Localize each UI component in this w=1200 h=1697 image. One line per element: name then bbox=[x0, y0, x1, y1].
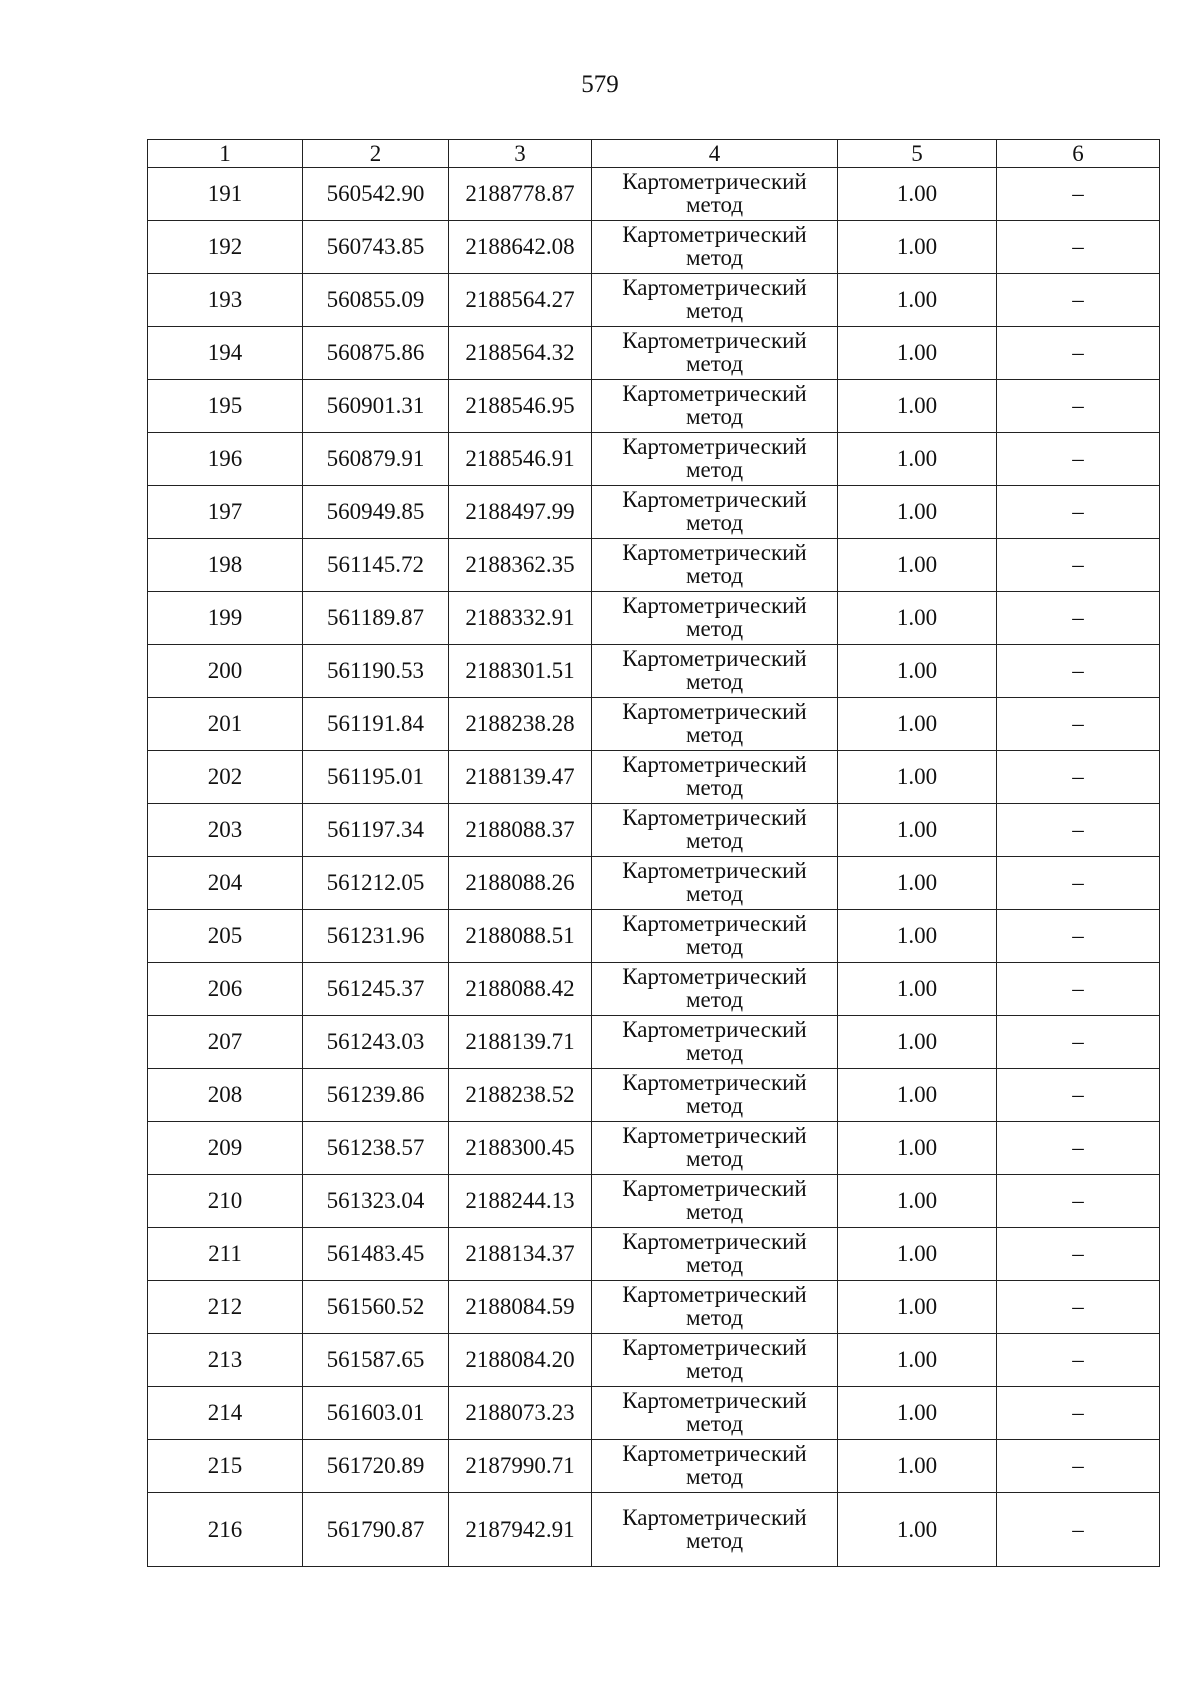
method-cell bbox=[592, 1122, 838, 1175]
point-number-cell: 196 bbox=[148, 433, 303, 486]
note-cell: – bbox=[997, 1440, 1160, 1493]
accuracy-cell: 1.00 bbox=[838, 1069, 997, 1122]
point-number-cell: 209 bbox=[148, 1122, 303, 1175]
accuracy-cell: 1.00 bbox=[838, 1122, 997, 1175]
note-cell: – bbox=[997, 698, 1160, 751]
method-line-2: метод bbox=[685, 1199, 744, 1224]
accuracy-cell: 1.00 bbox=[838, 857, 997, 910]
point-number-cell: 204 bbox=[148, 857, 303, 910]
point-number-cell: 205 bbox=[148, 910, 303, 963]
point-number-cell: 200 bbox=[148, 645, 303, 698]
accuracy-cell: 1.00 bbox=[838, 221, 997, 274]
method-cell bbox=[592, 698, 838, 751]
method-cell bbox=[592, 1493, 838, 1567]
note-cell: – bbox=[997, 1228, 1160, 1281]
table-row bbox=[148, 1493, 1160, 1567]
method-line-1: Картометрический bbox=[622, 1441, 807, 1467]
y-coordinate-cell: 2188332.91 bbox=[449, 592, 592, 645]
table-row bbox=[148, 804, 1160, 857]
note-cell: – bbox=[997, 380, 1160, 433]
point-number-cell: 214 bbox=[148, 1387, 303, 1440]
method-cell bbox=[592, 1016, 838, 1069]
x-coordinate-cell: 561197.34 bbox=[303, 804, 449, 857]
table-row bbox=[148, 1228, 1160, 1281]
table-row bbox=[148, 910, 1160, 963]
point-number-cell: 192 bbox=[148, 221, 303, 274]
point-number-cell: 215 bbox=[148, 1440, 303, 1493]
table-row bbox=[148, 274, 1160, 327]
method-cell bbox=[592, 592, 838, 645]
method-line-2: метод bbox=[685, 1252, 744, 1277]
method-line-2: метод bbox=[685, 828, 744, 853]
table-row bbox=[148, 857, 1160, 910]
table-row bbox=[148, 539, 1160, 592]
method-line-2: метод bbox=[685, 616, 744, 641]
y-coordinate-cell: 2188546.91 bbox=[449, 433, 592, 486]
note-cell: – bbox=[997, 486, 1160, 539]
y-coordinate-cell: 2188238.52 bbox=[449, 1069, 592, 1122]
accuracy-cell: 1.00 bbox=[838, 274, 997, 327]
method-line-2: метод bbox=[685, 510, 744, 535]
table-row bbox=[148, 1281, 1160, 1334]
page-number: 579 bbox=[581, 71, 619, 98]
method-line-1: Картометрический bbox=[622, 1229, 807, 1255]
point-number-cell: 202 bbox=[148, 751, 303, 804]
note-cell: – bbox=[997, 221, 1160, 274]
method-cell bbox=[592, 327, 838, 380]
point-number-cell: 206 bbox=[148, 963, 303, 1016]
y-coordinate-cell: 2188088.51 bbox=[449, 910, 592, 963]
method-line-2: метод bbox=[685, 1464, 744, 1489]
point-number-cell: 195 bbox=[148, 380, 303, 433]
method-line-2: метод bbox=[685, 1040, 744, 1065]
accuracy-cell: 1.00 bbox=[838, 168, 997, 221]
method-line-2: метод bbox=[685, 457, 744, 482]
table-row bbox=[148, 963, 1160, 1016]
x-coordinate-cell: 560855.09 bbox=[303, 274, 449, 327]
y-coordinate-cell: 2188546.95 bbox=[449, 380, 592, 433]
y-coordinate-cell: 2188139.71 bbox=[449, 1016, 592, 1069]
method-line-2: метод bbox=[685, 563, 744, 588]
y-coordinate-cell: 2188134.37 bbox=[449, 1228, 592, 1281]
header-col-3: 3 bbox=[449, 140, 592, 168]
x-coordinate-cell: 560542.90 bbox=[303, 168, 449, 221]
table-row bbox=[148, 221, 1160, 274]
accuracy-cell: 1.00 bbox=[838, 592, 997, 645]
accuracy-cell: 1.00 bbox=[838, 698, 997, 751]
method-line-2: метод bbox=[685, 351, 744, 376]
note-cell: – bbox=[997, 963, 1160, 1016]
x-coordinate-cell: 561560.52 bbox=[303, 1281, 449, 1334]
x-coordinate-cell: 561189.87 bbox=[303, 592, 449, 645]
point-number-cell: 193 bbox=[148, 274, 303, 327]
accuracy-cell: 1.00 bbox=[838, 751, 997, 804]
y-coordinate-cell: 2188778.87 bbox=[449, 168, 592, 221]
header-col-6: 6 bbox=[997, 140, 1160, 168]
x-coordinate-cell: 560743.85 bbox=[303, 221, 449, 274]
method-line-2: метод bbox=[685, 722, 744, 747]
method-line-1: Картометрический bbox=[622, 1123, 807, 1149]
method-line-2: метод bbox=[685, 245, 744, 270]
point-number-cell: 191 bbox=[148, 168, 303, 221]
accuracy-cell: 1.00 bbox=[838, 1334, 997, 1387]
table-row bbox=[148, 486, 1160, 539]
accuracy-cell: 1.00 bbox=[838, 433, 997, 486]
method-cell bbox=[592, 857, 838, 910]
method-cell bbox=[592, 380, 838, 433]
table-row bbox=[148, 1387, 1160, 1440]
method-line-2: метод bbox=[685, 1305, 744, 1330]
method-cell bbox=[592, 1175, 838, 1228]
method-line-2: метод bbox=[685, 1093, 744, 1118]
table-row bbox=[148, 327, 1160, 380]
table-row bbox=[148, 698, 1160, 751]
table-row bbox=[148, 1334, 1160, 1387]
method-line-2: метод bbox=[685, 404, 744, 429]
method-line-2: метод bbox=[685, 987, 744, 1012]
x-coordinate-cell: 561195.01 bbox=[303, 751, 449, 804]
header-col-5: 5 bbox=[838, 140, 997, 168]
table-row bbox=[148, 751, 1160, 804]
point-number-cell: 197 bbox=[148, 486, 303, 539]
point-number-cell: 199 bbox=[148, 592, 303, 645]
y-coordinate-cell: 2188139.47 bbox=[449, 751, 592, 804]
method-cell bbox=[592, 1281, 838, 1334]
method-line-1: Картометрический bbox=[622, 964, 807, 990]
table-row bbox=[148, 1016, 1160, 1069]
note-cell: – bbox=[997, 645, 1160, 698]
accuracy-cell: 1.00 bbox=[838, 380, 997, 433]
note-cell: – bbox=[997, 804, 1160, 857]
method-line-1: Картометрический bbox=[622, 1070, 807, 1096]
accuracy-cell: 1.00 bbox=[838, 539, 997, 592]
note-cell: – bbox=[997, 1016, 1160, 1069]
y-coordinate-cell: 2188300.45 bbox=[449, 1122, 592, 1175]
table-body bbox=[148, 168, 1160, 1567]
method-cell bbox=[592, 645, 838, 698]
method-cell bbox=[592, 751, 838, 804]
method-line-2: метод bbox=[685, 1411, 744, 1436]
method-line-1: Картометрический bbox=[622, 805, 807, 831]
header-col-4: 4 bbox=[592, 140, 838, 168]
y-coordinate-cell: 2188301.51 bbox=[449, 645, 592, 698]
accuracy-cell: 1.00 bbox=[838, 1493, 997, 1567]
x-coordinate-cell: 561245.37 bbox=[303, 963, 449, 1016]
method-cell bbox=[592, 910, 838, 963]
note-cell: – bbox=[997, 1069, 1160, 1122]
x-coordinate-cell: 561212.05 bbox=[303, 857, 449, 910]
method-line-2: метод bbox=[685, 669, 744, 694]
point-number-cell: 211 bbox=[148, 1228, 303, 1281]
method-line-1: Картометрический bbox=[622, 434, 807, 460]
table-row bbox=[148, 592, 1160, 645]
method-cell bbox=[592, 221, 838, 274]
method-line-2: метод bbox=[685, 934, 744, 959]
x-coordinate-cell: 561323.04 bbox=[303, 1175, 449, 1228]
x-coordinate-cell: 560879.91 bbox=[303, 433, 449, 486]
note-cell: – bbox=[997, 1493, 1160, 1567]
x-coordinate-cell: 561603.01 bbox=[303, 1387, 449, 1440]
note-cell: – bbox=[997, 1387, 1160, 1440]
header-row bbox=[148, 140, 1160, 168]
y-coordinate-cell: 2188564.32 bbox=[449, 327, 592, 380]
accuracy-cell: 1.00 bbox=[838, 486, 997, 539]
y-coordinate-cell: 2188088.42 bbox=[449, 963, 592, 1016]
method-line-1: Картометрический bbox=[622, 328, 807, 354]
note-cell: – bbox=[997, 1122, 1160, 1175]
point-number-cell: 212 bbox=[148, 1281, 303, 1334]
method-line-1: Картометрический bbox=[622, 275, 807, 301]
method-line-1: Картометрический bbox=[622, 381, 807, 407]
method-line-2: метод bbox=[685, 775, 744, 800]
method-cell bbox=[592, 963, 838, 1016]
x-coordinate-cell: 561720.89 bbox=[303, 1440, 449, 1493]
method-line-2: метод bbox=[685, 1527, 744, 1553]
table-row bbox=[148, 1122, 1160, 1175]
table-row bbox=[148, 645, 1160, 698]
y-coordinate-cell: 2188084.20 bbox=[449, 1334, 592, 1387]
method-cell bbox=[592, 1228, 838, 1281]
x-coordinate-cell: 561231.96 bbox=[303, 910, 449, 963]
method-cell bbox=[592, 539, 838, 592]
table-row bbox=[148, 380, 1160, 433]
method-line-1: Картометрический bbox=[622, 1176, 807, 1202]
method-line-1: Картометрический bbox=[622, 911, 807, 937]
point-number-cell: 210 bbox=[148, 1175, 303, 1228]
method-line-2: метод bbox=[685, 881, 744, 906]
note-cell: – bbox=[997, 433, 1160, 486]
header-col-1: 1 bbox=[148, 140, 303, 168]
method-line-2: метод bbox=[685, 1358, 744, 1383]
accuracy-cell: 1.00 bbox=[838, 1281, 997, 1334]
note-cell: – bbox=[997, 327, 1160, 380]
method-line-1: Картометрический bbox=[622, 752, 807, 778]
y-coordinate-cell: 2188642.08 bbox=[449, 221, 592, 274]
point-number-cell: 216 bbox=[148, 1493, 303, 1567]
method-line-1: Картометрический bbox=[622, 1335, 807, 1361]
method-line-2: метод bbox=[685, 192, 744, 217]
point-number-cell: 207 bbox=[148, 1016, 303, 1069]
note-cell: – bbox=[997, 751, 1160, 804]
y-coordinate-cell: 2188497.99 bbox=[449, 486, 592, 539]
method-line-2: метод bbox=[685, 298, 744, 323]
table-header bbox=[148, 140, 1160, 168]
method-cell bbox=[592, 1069, 838, 1122]
accuracy-cell: 1.00 bbox=[838, 1440, 997, 1493]
method-line-1: Картометрический bbox=[622, 1504, 807, 1530]
x-coordinate-cell: 561239.86 bbox=[303, 1069, 449, 1122]
method-cell bbox=[592, 804, 838, 857]
table-row bbox=[148, 168, 1160, 221]
table-row bbox=[148, 1440, 1160, 1493]
y-coordinate-cell: 2188084.59 bbox=[449, 1281, 592, 1334]
y-coordinate-cell: 2187990.71 bbox=[449, 1440, 592, 1493]
x-coordinate-cell: 561483.45 bbox=[303, 1228, 449, 1281]
method-line-1: Картометрический bbox=[622, 222, 807, 248]
accuracy-cell: 1.00 bbox=[838, 327, 997, 380]
method-cell bbox=[592, 433, 838, 486]
method-cell bbox=[592, 274, 838, 327]
y-coordinate-cell: 2188362.35 bbox=[449, 539, 592, 592]
note-cell: – bbox=[997, 910, 1160, 963]
table-row bbox=[148, 433, 1160, 486]
point-number-cell: 213 bbox=[148, 1334, 303, 1387]
x-coordinate-cell: 561243.03 bbox=[303, 1016, 449, 1069]
x-coordinate-cell: 560875.86 bbox=[303, 327, 449, 380]
method-line-1: Картометрический bbox=[622, 169, 807, 195]
method-line-1: Картометрический bbox=[622, 1282, 807, 1308]
method-line-1: Картометрический bbox=[622, 1388, 807, 1414]
y-coordinate-cell: 2187942.91 bbox=[449, 1493, 592, 1567]
x-coordinate-cell: 561587.65 bbox=[303, 1334, 449, 1387]
point-number-cell: 201 bbox=[148, 698, 303, 751]
x-coordinate-cell: 560901.31 bbox=[303, 380, 449, 433]
method-cell bbox=[592, 486, 838, 539]
note-cell: – bbox=[997, 1175, 1160, 1228]
method-cell bbox=[592, 1440, 838, 1493]
method-line-1: Картометрический bbox=[622, 593, 807, 619]
y-coordinate-cell: 2188073.23 bbox=[449, 1387, 592, 1440]
method-cell bbox=[592, 1387, 838, 1440]
accuracy-cell: 1.00 bbox=[838, 1387, 997, 1440]
y-coordinate-cell: 2188088.26 bbox=[449, 857, 592, 910]
note-cell: – bbox=[997, 274, 1160, 327]
point-number-cell: 198 bbox=[148, 539, 303, 592]
y-coordinate-cell: 2188088.37 bbox=[449, 804, 592, 857]
method-cell bbox=[592, 168, 838, 221]
note-cell: – bbox=[997, 1334, 1160, 1387]
method-line-1: Картометрический bbox=[622, 1017, 807, 1043]
method-line-2: метод bbox=[685, 1146, 744, 1171]
x-coordinate-cell: 560949.85 bbox=[303, 486, 449, 539]
accuracy-cell: 1.00 bbox=[838, 1175, 997, 1228]
x-coordinate-cell: 561790.87 bbox=[303, 1493, 449, 1567]
note-cell: – bbox=[997, 1281, 1160, 1334]
note-cell: – bbox=[997, 539, 1160, 592]
table-row bbox=[148, 1069, 1160, 1122]
method-line-1: Картометрический bbox=[622, 858, 807, 884]
note-cell: – bbox=[997, 592, 1160, 645]
y-coordinate-cell: 2188238.28 bbox=[449, 698, 592, 751]
method-line-1: Картометрический bbox=[622, 646, 807, 672]
x-coordinate-cell: 561190.53 bbox=[303, 645, 449, 698]
x-coordinate-cell: 561238.57 bbox=[303, 1122, 449, 1175]
header-col-2: 2 bbox=[303, 140, 449, 168]
y-coordinate-cell: 2188564.27 bbox=[449, 274, 592, 327]
method-line-1: Картометрический bbox=[622, 487, 807, 513]
table-row bbox=[148, 1175, 1160, 1228]
x-coordinate-cell: 561145.72 bbox=[303, 539, 449, 592]
note-cell: – bbox=[997, 168, 1160, 221]
accuracy-cell: 1.00 bbox=[838, 804, 997, 857]
point-number-cell: 203 bbox=[148, 804, 303, 857]
method-cell bbox=[592, 1334, 838, 1387]
method-line-1: Картометрический bbox=[622, 540, 807, 566]
accuracy-cell: 1.00 bbox=[838, 1228, 997, 1281]
x-coordinate-cell: 561191.84 bbox=[303, 698, 449, 751]
method-line-1: Картометрический bbox=[622, 699, 807, 725]
note-cell: – bbox=[997, 857, 1160, 910]
coordinates-table bbox=[147, 139, 1160, 1567]
accuracy-cell: 1.00 bbox=[838, 963, 997, 1016]
accuracy-cell: 1.00 bbox=[838, 910, 997, 963]
y-coordinate-cell: 2188244.13 bbox=[449, 1175, 592, 1228]
accuracy-cell: 1.00 bbox=[838, 645, 997, 698]
accuracy-cell: 1.00 bbox=[838, 1016, 997, 1069]
point-number-cell: 194 bbox=[148, 327, 303, 380]
point-number-cell: 208 bbox=[148, 1069, 303, 1122]
